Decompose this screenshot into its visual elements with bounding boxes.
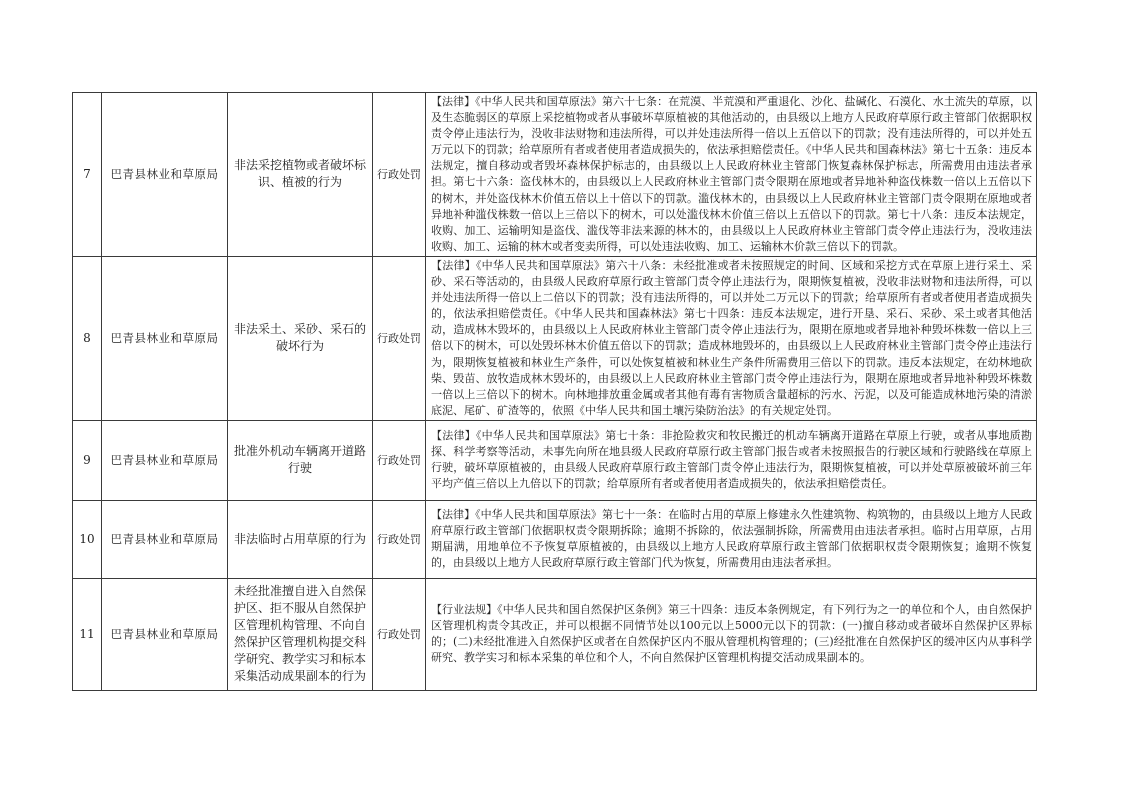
table-row — [73, 420, 1037, 500]
legal-basis-cell — [426, 420, 1037, 500]
table-row — [73, 500, 1037, 578]
legal-basis-text: 【法律】《中华人民共和国草原法》第六十八条：未经批准或者未按照规定的时间、区域和采挖方式在草原上进行采土、采砂、采石等活动的，由县级人民政府草原行政主管部门责令停止违法行为，限期恢复植被，没收非法财物和违法所得，可以并处违法所得一倍以上二倍以下的罚款；没有违法所得的，可以并处二万元以下的罚款；给草原所有者或者使用者造成损失的，依法承担赔偿责任。《中华人民共和国森林法》第七十四条：违反本法规定，进行开垦、采石、采砂、采土或者其他活动，造成林木毁坏的，由县级以上人民政府林业主管部门责令停止违法行为，限期在原地或者异地补种毁坏株数一倍以上三倍以下的树木，可以处毁坏林木价值五倍以下的罚款；造成林地毁坏的，由县级以上人民政府林业主管部门责令停止违法行为，限期恢复植被和林业生产条件，可以处恢复植被和林业生产条件所需费用三倍以下的罚款。违反本法规定，在幼林地砍柴、毁苗、放牧造成林木毁坏的，由县级以上人民政府林业主管部门责令停止违法行为，限期在原地或者异地补种毁坏株数一倍以上三倍以下的树木。向林地排放重金属或者其他有毒有害物质含量超标的污水、污泥，以及可能造成林地污染的清淤底泥、尾矿、矿渣等的，依照《中华人民共和国土壤污染防治法》的有关规定处罚。 — [431, 258, 1032, 417]
row-number: 10 — [73, 500, 102, 578]
legal-basis-cell — [426, 93, 1037, 257]
row-number: 9 — [73, 420, 102, 500]
legal-basis-cell — [426, 578, 1037, 690]
table-row — [73, 93, 1037, 257]
violation-item: 非法采挖植物或者破坏标识、植被的行为 — [228, 93, 373, 257]
enforcement-unit: 巴青县林业和草原局 — [102, 420, 228, 500]
enforcement-unit: 巴青县林业和草原局 — [102, 256, 228, 420]
penalty-table — [72, 92, 1037, 691]
legal-basis-cell — [426, 500, 1037, 578]
legal-basis-text: 【法律】《中华人民共和国草原法》第六十七条：在荒漠、半荒漠和严重退化、沙化、盐碱化、石漠化、水土流失的草原，以及生态脆弱区的草原上采挖植物或者从事破坏草原植被的其他活动的，由县级以上地方人民政府草原行政主管部门依据职权责令停止违法行为，没收非法财物和违法所得，可以并处违法所得一倍以上五倍以下的罚款；没有违法所得的，可以并处五万元以下的罚款；给草原所有者或者使用者造成损失的，依法承担赔偿责任。《中华人民共和国森林法》第七十五条：违反本法规定，擅自移动或者毁坏森林保护标志的，由县级以上人民政府林业主管部门恢复森林保护标志，所需费用由违法者承担。第七十六条：盗伐林木的，由县级以上人民政府林业主管部门责令限期在原地或者异地补种盗伐株数一倍以上五倍以下的树木，并处盗伐林木价值五倍以上十倍以下的罚款。滥伐林木的，由县级以上人民政府林业主管部门责令限期在原地或者异地补种滥伐株数一倍以上三倍以下的树木，可以处滥伐林木价值三倍以上五倍以下的罚款。第七十八条：违反本法规定，收购、加工、运输明知是盗伐、滥伐等非法来源的林木的，由县级以上人民政府林业主管部门责令停止违法行为，没收违法收购、加工、运输的林木或者变卖所得，可以处违法收购、加工、运输林木价款三倍以下的罚款。 — [431, 95, 1032, 253]
action-type: 行政处罚 — [373, 420, 426, 500]
enforcement-unit: 巴青县林业和草原局 — [102, 93, 228, 257]
row-number: 7 — [73, 93, 102, 257]
table-row — [73, 578, 1037, 690]
row-number: 8 — [73, 256, 102, 420]
violation-item: 非法采土、采砂、采石的破坏行为 — [228, 256, 373, 420]
row-number: 11 — [73, 578, 102, 690]
table-row — [73, 256, 1037, 420]
violation-item: 批准外机动车辆离开道路行驶 — [228, 420, 373, 500]
enforcement-unit: 巴青县林业和草原局 — [102, 578, 228, 690]
legal-basis-text: 【法律】《中华人民共和国草原法》第七十一条：在临时占用的草原上修建永久性建筑物、构筑物的，由县级以上地方人民政府草原行政主管部门依据职权责令限期拆除；逾期不拆除的，依法强制拆除，所需费用由违法者承担。临时占用草原，占用期届满，用地单位不予恢复草原植被的，由县级以上地方人民政府草原行政主管部门依据职权责令限期恢复；逾期不恢复的，由县级以上地方人民政府草原行政主管部门代为恢复，所需费用由违法者承担。 — [431, 508, 1032, 570]
legal-basis-text: 【法律】《中华人民共和国草原法》第七十条：非抢险救灾和牧民搬迁的机动车辆离开道路在草原上行驶，或者从事地质勘探、科学考察等活动，未事先向所在地县级人民政府草原行政主管部门报告或者未按照报告的行驶区域和行驶路线在草原上行驶，破坏草原植被的，由县级人民政府草原行政主管部门责令停止违法行为，限期恢复植被，可以并处草原被破坏前三年平均产值三倍以上九倍以下的罚款；给草原所有者或者使用者造成损失的，依法承担赔偿责任。 — [431, 429, 1032, 491]
enforcement-unit: 巴青县林业和草原局 — [102, 500, 228, 578]
legal-basis-text: 【行业法规】《中华人民共和国自然保护区条例》第三十四条：违反本条例规定，有下列行为之一的单位和个人，由自然保护区管理机构责令其改正，并可以根据不同情节处以100元以上5000元以下的罚款：(一)擅自移动或者破坏自然保护区界标的；(二)未经批准进入自然保护区或者在自然保护区内不服从管理机构管理的；(三)经批准在自然保护区的缓冲区内从事科学研究、教学实习和标本采集的单位和个人，不向自然保护区管理机构提交活动成果副本的。 — [431, 603, 1032, 665]
violation-item: 非法临时占用草原的行为 — [228, 500, 373, 578]
legal-basis-cell — [426, 256, 1037, 420]
action-type: 行政处罚 — [373, 93, 426, 257]
action-type: 行政处罚 — [373, 578, 426, 690]
action-type: 行政处罚 — [373, 500, 426, 578]
action-type: 行政处罚 — [373, 256, 426, 420]
violation-item: 未经批准擅自进入自然保护区、拒不服从自然保护区管理机构管理、不向自然保护区管理机构提交科学研究、教学实习和标本采集活动成果副本的行为 — [228, 578, 373, 690]
